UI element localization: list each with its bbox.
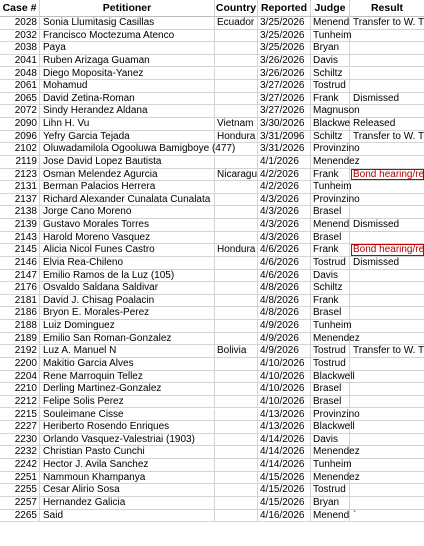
cell-reported-date[interactable]: 4/6/2026 bbox=[258, 244, 311, 257]
cell-country[interactable]: Vietnam bbox=[215, 118, 258, 131]
cell-judge[interactable]: Menendez bbox=[313, 332, 360, 344]
cell-petitioner[interactable]: Paya bbox=[40, 42, 215, 55]
cell-judge[interactable]: Brasel bbox=[311, 307, 350, 320]
cell-reported-date[interactable]: 4/9/2026 bbox=[258, 320, 311, 333]
cell-reported-date[interactable]: 4/14/2026 bbox=[258, 446, 311, 459]
table-row bbox=[0, 484, 424, 497]
cell-case-number[interactable]: 2257 bbox=[0, 497, 40, 510]
cell-petitioner[interactable]: Berman Palacios Herrera bbox=[40, 181, 215, 194]
cell-judge[interactable]: Blackwell bbox=[313, 421, 355, 433]
cell-petitioner[interactable]: Heriberto Rosendo Enriques bbox=[40, 421, 215, 434]
cell-petitioner[interactable]: Makitio Garcia Alves bbox=[40, 358, 215, 371]
table-row bbox=[0, 421, 424, 434]
cell-judge[interactable]: Brasel bbox=[311, 383, 350, 396]
cell-country[interactable] bbox=[215, 333, 258, 346]
cell-reported-date[interactable]: 4/8/2026 bbox=[258, 295, 311, 308]
cell-reported-date[interactable]: 4/3/2026 bbox=[258, 219, 311, 232]
cell-country[interactable] bbox=[215, 320, 258, 333]
cell-judge[interactable]: Blackwell bbox=[313, 370, 355, 382]
cell-result[interactable] bbox=[350, 472, 424, 485]
cell-case-number[interactable]: 2090 bbox=[0, 118, 40, 131]
cell-judge[interactable]: Schiltz bbox=[311, 282, 350, 295]
table-row bbox=[0, 131, 424, 144]
cell-case-number[interactable]: 2038 bbox=[0, 42, 40, 55]
cell-reported-date[interactable]: 3/26/2026 bbox=[258, 55, 311, 68]
cell-judge[interactable]: Menend bbox=[313, 17, 350, 28]
cell-country[interactable] bbox=[215, 232, 258, 245]
cell-reported-date[interactable]: 4/10/2026 bbox=[258, 371, 311, 384]
cell-result[interactable] bbox=[350, 270, 424, 283]
cell-country[interactable] bbox=[215, 80, 258, 93]
table-row bbox=[0, 55, 424, 68]
cell-judge[interactable]: Tostrud bbox=[311, 257, 350, 270]
cell-result[interactable] bbox=[350, 371, 424, 384]
cell-case-number[interactable]: 2028 bbox=[0, 17, 40, 30]
cell-country[interactable] bbox=[215, 42, 258, 55]
cell-country[interactable] bbox=[215, 510, 258, 523]
cell-judge[interactable]: Provinzino bbox=[313, 143, 360, 155]
cell-result[interactable] bbox=[350, 358, 424, 371]
table-row bbox=[0, 358, 424, 371]
cell-country[interactable]: Hondura bbox=[215, 131, 258, 144]
table-row bbox=[0, 257, 424, 270]
cell-judge[interactable]: Provinzino bbox=[313, 408, 360, 420]
cell-case-number[interactable]: 2072 bbox=[0, 105, 40, 118]
table-row bbox=[0, 434, 424, 447]
cell-case-number[interactable]: 2146 bbox=[0, 257, 40, 270]
cell-reported-date[interactable]: 4/14/2026 bbox=[258, 434, 311, 447]
cell-judge[interactable]: Provinzino bbox=[313, 193, 360, 205]
cell-reported-date[interactable]: 4/10/2026 bbox=[258, 383, 311, 396]
cell-judge[interactable]: Frank bbox=[311, 244, 350, 257]
cell-country[interactable] bbox=[215, 358, 258, 371]
cell-reported-date[interactable]: 3/25/2026 bbox=[258, 30, 311, 43]
cell-case-number[interactable]: 2176 bbox=[0, 282, 40, 295]
cell-judge[interactable]: Frank bbox=[311, 169, 350, 182]
cell-country[interactable]: Nicaragu bbox=[217, 168, 258, 180]
cell-petitioner[interactable]: Alicia Nicol Funes Castro bbox=[40, 244, 215, 257]
cell-case-number[interactable]: 2048 bbox=[0, 68, 40, 81]
cell-judge[interactable]: Tunheim bbox=[313, 459, 352, 471]
cell-reported-date[interactable]: 3/25/2026 bbox=[258, 17, 311, 30]
cell-judge[interactable]: Tunheim bbox=[313, 320, 352, 332]
cell-petitioner[interactable]: Rene Marroquin Tellez bbox=[40, 371, 215, 384]
cell-reported-date[interactable]: 3/25/2026 bbox=[258, 42, 311, 55]
cell-result[interactable] bbox=[350, 320, 424, 333]
cell-judge[interactable]: Bryan bbox=[311, 42, 350, 55]
cell-country[interactable] bbox=[215, 484, 258, 497]
table-row bbox=[0, 181, 424, 194]
table-row bbox=[0, 446, 424, 459]
cell-reported-date[interactable]: 4/14/2026 bbox=[258, 459, 311, 472]
cell-petitioner[interactable]: Francisco Moctezuma Atenco bbox=[40, 30, 215, 43]
cell-result[interactable] bbox=[350, 409, 424, 422]
cell-petitioner[interactable]: Mohamud bbox=[40, 80, 215, 93]
cell-judge[interactable]: Frank bbox=[311, 295, 350, 308]
cell-petitioner[interactable]: Derling Martinez-Gonzalez bbox=[40, 383, 215, 396]
cell-reported-date[interactable]: 4/13/2026 bbox=[258, 421, 311, 434]
table-row bbox=[0, 497, 424, 510]
cell-country[interactable] bbox=[215, 143, 258, 156]
cell-country[interactable] bbox=[215, 295, 258, 308]
cell-petitioner[interactable]: Oluwadamilola Ogooluwa Bamigboye (477) bbox=[40, 143, 215, 156]
cell-petitioner[interactable]: Osvaldo Saldana Saldivar bbox=[40, 282, 215, 295]
cell-petitioner[interactable]: David J. Chisag Poalacin bbox=[40, 295, 215, 308]
cell-result[interactable]: Dismissed bbox=[350, 93, 424, 106]
cell-reported-date[interactable]: 4/15/2026 bbox=[258, 484, 311, 497]
cell-judge[interactable]: Menend bbox=[313, 219, 350, 231]
cell-case-number[interactable]: 2255 bbox=[0, 484, 40, 497]
cell-reported-date[interactable]: 4/8/2026 bbox=[258, 282, 311, 295]
cell-judge[interactable]: Brasel bbox=[311, 232, 350, 245]
table-row bbox=[0, 333, 424, 346]
cell-country[interactable] bbox=[215, 194, 258, 207]
table-row bbox=[0, 232, 424, 245]
table-row bbox=[0, 30, 424, 43]
cell-case-number[interactable]: 2139 bbox=[0, 219, 40, 232]
cell-judge[interactable]: Menend bbox=[313, 509, 350, 521]
cell-case-number[interactable]: 2147 bbox=[0, 270, 40, 283]
cell-reported-date[interactable]: 4/13/2026 bbox=[258, 409, 311, 422]
cell-reported-date[interactable]: 3/26/2026 bbox=[258, 68, 311, 81]
cell-judge[interactable]: Bryan bbox=[311, 497, 350, 510]
cell-reported-date[interactable]: 4/2/2026 bbox=[258, 169, 311, 182]
cell-petitioner[interactable]: Souleimane Cisse bbox=[40, 409, 215, 422]
cell-case-number[interactable]: 2041 bbox=[0, 55, 40, 68]
cell-reported-date[interactable]: 4/8/2026 bbox=[258, 307, 311, 320]
cell-petitioner[interactable]: Harold Moreno Vasquez bbox=[40, 232, 215, 245]
cell-reported-date[interactable]: 4/15/2026 bbox=[258, 472, 311, 485]
table-row bbox=[0, 156, 424, 169]
cell-petitioner[interactable]: Lihn H. Vu bbox=[40, 118, 215, 131]
cell-judge[interactable]: Tostrud bbox=[311, 484, 350, 497]
result-text: Bond hearing/re bbox=[353, 244, 424, 256]
cell-judge[interactable]: Frank bbox=[311, 93, 350, 106]
cell-case-number[interactable]: 2138 bbox=[0, 206, 40, 219]
cell-petitioner[interactable]: Nammoun Khampanya bbox=[40, 472, 215, 485]
cell-country[interactable] bbox=[215, 270, 258, 283]
cell-result[interactable] bbox=[350, 143, 424, 156]
column-header-case[interactable]: Case # bbox=[0, 0, 40, 17]
table-row bbox=[0, 396, 424, 409]
cell-result[interactable]: ` bbox=[350, 510, 424, 523]
table-row bbox=[0, 68, 424, 81]
cell-result[interactable]: Transfer to W. T bbox=[350, 345, 424, 358]
cell-country[interactable]: Ecuador bbox=[215, 17, 258, 30]
cell-country[interactable] bbox=[215, 396, 258, 409]
cell-reported-date[interactable]: 4/6/2026 bbox=[258, 270, 311, 283]
table-row bbox=[0, 42, 424, 55]
table-row bbox=[0, 244, 424, 257]
cell-judge[interactable]: Brasel bbox=[311, 206, 350, 219]
cell-case-number[interactable]: 2232 bbox=[0, 446, 40, 459]
cell-case-number[interactable]: 2102 bbox=[0, 143, 40, 156]
cell-judge[interactable]: Tunheim bbox=[313, 181, 352, 193]
cell-result[interactable]: Released bbox=[350, 118, 424, 131]
cell-result[interactable] bbox=[350, 80, 424, 93]
table-row bbox=[0, 472, 424, 485]
cell-country[interactable] bbox=[215, 105, 258, 118]
table-row bbox=[0, 320, 424, 333]
table-row bbox=[0, 345, 424, 358]
cell-country[interactable] bbox=[215, 68, 258, 81]
cell-petitioner[interactable]: Cesar Alirio Sosa bbox=[40, 484, 215, 497]
cell-case-number[interactable]: 2181 bbox=[0, 295, 40, 308]
cell-petitioner[interactable]: Jorge Cano Moreno bbox=[40, 206, 215, 219]
cell-result[interactable] bbox=[350, 181, 424, 194]
cell-case-number[interactable]: 2230 bbox=[0, 434, 40, 447]
cell-petitioner[interactable]: Yefry Garcia Tejada bbox=[40, 131, 215, 144]
cell-petitioner[interactable]: Emilio Ramos de la Luz (105) bbox=[40, 270, 215, 283]
cell-petitioner[interactable]: Orlando Vasquez-Valestriai (1903) bbox=[40, 434, 215, 447]
table-row bbox=[0, 118, 424, 131]
cell-petitioner[interactable]: Bryon E. Morales-Perez bbox=[40, 307, 215, 320]
cell-case-number[interactable]: 2204 bbox=[0, 371, 40, 384]
cell-country[interactable] bbox=[215, 409, 258, 422]
cell-case-number[interactable]: 2065 bbox=[0, 93, 40, 106]
cell-judge[interactable]: Davis bbox=[311, 270, 350, 283]
cell-country[interactable] bbox=[215, 434, 258, 447]
table-row bbox=[0, 17, 424, 30]
cell-judge[interactable]: Schiltz bbox=[311, 68, 350, 81]
table-row bbox=[0, 206, 424, 219]
cell-case-number[interactable]: 2123 bbox=[0, 169, 40, 182]
cell-country[interactable] bbox=[215, 206, 258, 219]
cell-result[interactable] bbox=[350, 421, 424, 434]
table-row bbox=[0, 409, 424, 422]
cell-case-number[interactable]: 2189 bbox=[0, 333, 40, 346]
column-header-country[interactable]: Country bbox=[215, 0, 258, 17]
table-row bbox=[0, 80, 424, 93]
cell-petitioner[interactable]: David Zetina-Roman bbox=[40, 93, 215, 106]
cell-result[interactable] bbox=[350, 55, 424, 68]
cell-judge[interactable]: Davis bbox=[311, 55, 350, 68]
cell-case-number[interactable]: 2242 bbox=[0, 459, 40, 472]
highlight-box bbox=[351, 244, 424, 256]
cell-reported-date[interactable]: 4/10/2026 bbox=[258, 396, 311, 409]
cell-result[interactable] bbox=[350, 206, 424, 219]
cell-country[interactable] bbox=[215, 446, 258, 459]
cell-case-number[interactable]: 2143 bbox=[0, 232, 40, 245]
cell-judge[interactable]: Menendez bbox=[313, 155, 360, 167]
cell-result[interactable] bbox=[350, 194, 424, 207]
cell-reported-date[interactable]: 4/3/2026 bbox=[258, 206, 311, 219]
cell-case-number[interactable]: 2212 bbox=[0, 396, 40, 409]
column-header-petitioner[interactable]: Petitioner bbox=[40, 0, 215, 17]
cell-judge[interactable]: Tostrud bbox=[311, 358, 350, 371]
cell-country[interactable]: Hondura bbox=[215, 244, 258, 257]
column-header-result[interactable]: Result bbox=[350, 0, 424, 17]
cell-petitioner[interactable]: Luz A. Manuel N bbox=[40, 345, 215, 358]
cell-judge[interactable]: Magnuson bbox=[313, 105, 360, 117]
table-row bbox=[0, 194, 424, 207]
cell-petitioner[interactable]: Luiz Dominguez bbox=[40, 320, 215, 333]
table-row bbox=[0, 307, 424, 320]
cell-case-number[interactable]: 2215 bbox=[0, 409, 40, 422]
cell-result[interactable] bbox=[350, 307, 424, 320]
cell-result[interactable] bbox=[350, 484, 424, 497]
cell-judge[interactable]: Schiltz bbox=[311, 131, 350, 144]
cell-petitioner[interactable]: Gustavo Morales Torres bbox=[40, 219, 215, 232]
cell-case-number[interactable]: 2096 bbox=[0, 131, 40, 144]
table-row bbox=[0, 105, 424, 118]
cell-case-number[interactable]: 2137 bbox=[0, 194, 40, 207]
cell-case-number[interactable]: 2251 bbox=[0, 472, 40, 485]
cell-petitioner[interactable]: Hernandez Galicia bbox=[40, 497, 215, 510]
cell-country[interactable] bbox=[215, 307, 258, 320]
cell-result[interactable] bbox=[350, 232, 424, 245]
cell-country[interactable] bbox=[215, 421, 258, 434]
cell-result[interactable] bbox=[350, 156, 424, 169]
cell-case-number[interactable]: 2119 bbox=[0, 156, 40, 169]
cell-result[interactable] bbox=[350, 68, 424, 81]
table-row bbox=[0, 383, 424, 396]
cell-result[interactable] bbox=[350, 42, 424, 55]
cell-result[interactable] bbox=[350, 497, 424, 510]
cell-petitioner[interactable]: Emilio San Roman-Gonzalez bbox=[40, 333, 215, 346]
cell-reported-date[interactable]: 3/31/2026 bbox=[258, 143, 311, 156]
cell-reported-date[interactable]: 4/3/2026 bbox=[258, 194, 311, 207]
table-row bbox=[0, 270, 424, 283]
cell-petitioner[interactable]: Christian Pasto Cunchi bbox=[40, 446, 215, 459]
cell-petitioner[interactable]: Sindy Herandez Aldana bbox=[40, 105, 215, 118]
table-row bbox=[0, 282, 424, 295]
cell-result[interactable] bbox=[350, 434, 424, 447]
cell-result[interactable] bbox=[350, 105, 424, 118]
cell-judge[interactable]: Tostrud bbox=[311, 345, 350, 358]
cell-petitioner[interactable]: Hector J. Avila Sanchez bbox=[40, 459, 215, 472]
highlight-box bbox=[351, 169, 424, 181]
cell-petitioner[interactable]: Diego Moposita-Yanez bbox=[40, 68, 215, 81]
cell-result[interactable] bbox=[350, 459, 424, 472]
cell-result[interactable] bbox=[350, 295, 424, 308]
cell-result[interactable]: Dismissed bbox=[350, 219, 424, 232]
cell-petitioner[interactable]: Elvia Rea-Chileno bbox=[40, 257, 215, 270]
cell-case-number[interactable]: 2131 bbox=[0, 181, 40, 194]
cell-reported-date[interactable]: 4/16/2026 bbox=[258, 510, 311, 523]
cell-reported-date[interactable]: 3/27/2026 bbox=[258, 80, 311, 93]
header-row bbox=[0, 0, 424, 17]
cell-country[interactable] bbox=[215, 93, 258, 106]
cell-case-number[interactable]: 2192 bbox=[0, 345, 40, 358]
result-text: Bond hearing/re bbox=[353, 168, 424, 180]
cell-country[interactable] bbox=[215, 383, 258, 396]
cell-judge[interactable]: Blackwe bbox=[313, 118, 351, 130]
cell-reported-date[interactable]: 3/27/2026 bbox=[258, 105, 311, 118]
cell-case-number[interactable]: 2227 bbox=[0, 421, 40, 434]
cell-judge[interactable]: Menendez bbox=[313, 471, 360, 483]
cell-country[interactable] bbox=[215, 472, 258, 485]
cell-country[interactable] bbox=[215, 459, 258, 472]
cell-result[interactable] bbox=[350, 282, 424, 295]
cell-judge[interactable]: Davis bbox=[311, 434, 350, 447]
cell-country[interactable] bbox=[215, 30, 258, 43]
table-row bbox=[0, 295, 424, 308]
cell-country[interactable] bbox=[215, 55, 258, 68]
cell-reported-date[interactable]: 4/9/2026 bbox=[258, 333, 311, 346]
cell-reported-date[interactable]: 4/2/2026 bbox=[258, 181, 311, 194]
cell-result[interactable]: Transfer to W. T bbox=[350, 17, 424, 30]
cell-judge[interactable]: Brasel bbox=[311, 396, 350, 409]
cell-result[interactable] bbox=[350, 169, 424, 182]
cell-reported-date[interactable]: 4/15/2026 bbox=[258, 497, 311, 510]
cell-judge[interactable]: Tostrud bbox=[311, 80, 350, 93]
cell-result[interactable] bbox=[350, 383, 424, 396]
cell-case-number[interactable]: 2061 bbox=[0, 80, 40, 93]
table-row bbox=[0, 510, 424, 523]
cell-petitioner[interactable]: Ruben Arizaga Guaman bbox=[40, 55, 215, 68]
cell-reported-date[interactable]: 4/3/2026 bbox=[258, 232, 311, 245]
table-row bbox=[0, 93, 424, 106]
table-row bbox=[0, 219, 424, 232]
cell-reported-date[interactable]: 4/9/2026 bbox=[258, 345, 311, 358]
cell-result[interactable] bbox=[350, 446, 424, 459]
cell-judge[interactable]: Menendez bbox=[313, 446, 360, 458]
cell-petitioner[interactable]: Sonia Llumitasig Casillas bbox=[40, 17, 215, 30]
table-row bbox=[0, 459, 424, 472]
cell-country[interactable] bbox=[215, 371, 258, 384]
cell-result[interactable]: Transfer to W. T bbox=[350, 131, 424, 144]
cell-judge[interactable]: Tunheim bbox=[313, 29, 352, 41]
cell-case-number[interactable]: 2210 bbox=[0, 383, 40, 396]
cell-reported-date[interactable]: 4/10/2026 bbox=[258, 358, 311, 371]
cell-country[interactable] bbox=[215, 282, 258, 295]
cell-country[interactable]: Bolivia bbox=[215, 345, 258, 358]
cell-petitioner[interactable]: Osman Melendez Agurcia bbox=[40, 169, 215, 182]
column-header-reported[interactable]: Reported bbox=[258, 0, 311, 17]
cell-country[interactable] bbox=[215, 257, 258, 270]
table-row bbox=[0, 371, 424, 384]
cell-country[interactable] bbox=[215, 156, 258, 169]
cell-petitioner[interactable]: Jose David Lopez Bautista bbox=[40, 156, 215, 169]
cell-result[interactable] bbox=[350, 244, 424, 257]
cell-country[interactable] bbox=[215, 497, 258, 510]
cell-result[interactable] bbox=[350, 396, 424, 409]
cell-petitioner[interactable]: Felipe Solis Perez bbox=[40, 396, 215, 409]
cell-result[interactable] bbox=[350, 30, 424, 43]
column-header-judge[interactable]: Judge bbox=[311, 0, 350, 17]
cell-case-number[interactable]: 2188 bbox=[0, 320, 40, 333]
cell-case-number[interactable]: 2200 bbox=[0, 358, 40, 371]
cell-case-number[interactable]: 2186 bbox=[0, 307, 40, 320]
cell-country[interactable] bbox=[215, 181, 258, 194]
cell-reported-date[interactable]: 3/31/2096 bbox=[258, 131, 311, 144]
cell-case-number[interactable]: 2032 bbox=[0, 30, 40, 43]
table-row bbox=[0, 143, 424, 156]
cell-reported-date[interactable]: 3/30/2026 bbox=[258, 118, 311, 131]
cell-reported-date[interactable]: 4/1/2026 bbox=[258, 156, 311, 169]
cell-reported-date[interactable]: 4/6/2026 bbox=[258, 257, 311, 270]
cell-petitioner[interactable]: Said bbox=[40, 510, 215, 523]
cell-case-number[interactable]: 2145 bbox=[0, 244, 40, 257]
table-row bbox=[0, 169, 424, 182]
cell-country[interactable] bbox=[215, 219, 258, 232]
cell-reported-date[interactable]: 3/27/2026 bbox=[258, 93, 311, 106]
cell-result[interactable]: Dismissed bbox=[350, 257, 424, 270]
cell-result[interactable] bbox=[350, 333, 424, 346]
cell-petitioner[interactable]: Richard Alexander Cunalata Cunalata bbox=[40, 194, 215, 207]
cell-case-number[interactable]: 2265 bbox=[0, 510, 40, 523]
